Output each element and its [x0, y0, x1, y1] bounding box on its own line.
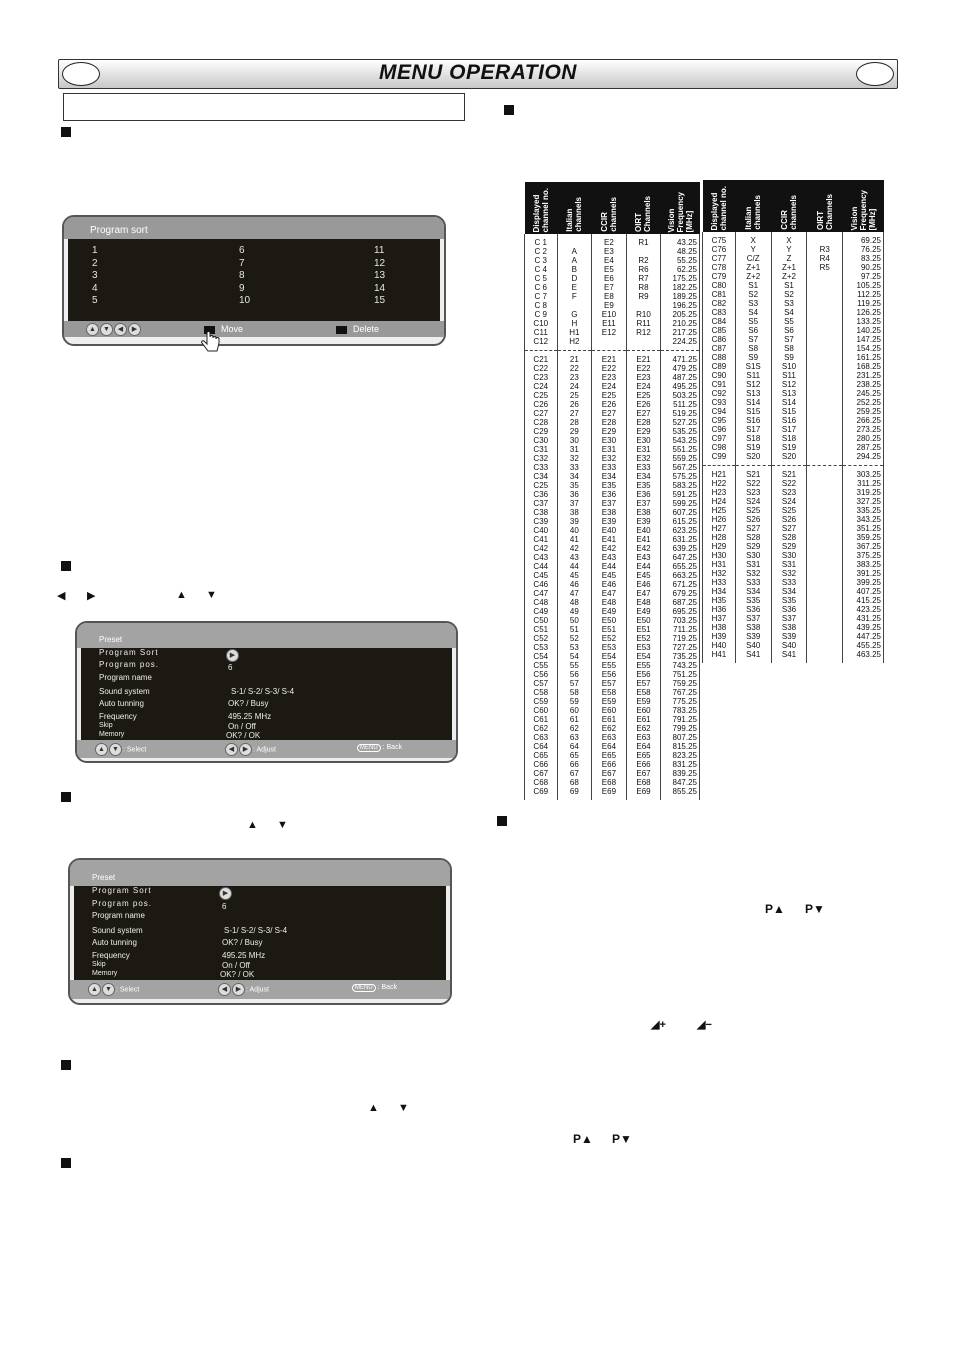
table-cell: E2 E3 E4 E5 E6 E7 E8 E9 E10 E11 E12: [592, 234, 627, 351]
column-header: OIRT Channels: [634, 195, 653, 232]
down-arrow-icon: ▼: [277, 819, 288, 831]
right-arrow-icon: ▶: [87, 590, 96, 602]
preset-label: Auto tunning: [99, 699, 144, 708]
column-header: Displayed channel no.: [531, 187, 550, 232]
column-header: CCIR channels: [599, 197, 618, 232]
delete-hint: Delete: [336, 324, 379, 334]
table-cell: X Y C/Z Z+1 Z+2 S1 S2 S3 S4 S5 S6 S7 S8 S9 S1S S11 S12 S13 S14 S15 S16 S17 S18 S19 S20: [735, 232, 771, 466]
preset-label: Skip: [99, 722, 113, 729]
menu-key-icon: MENU: [352, 984, 376, 992]
preset-value: On / Off: [222, 961, 250, 970]
table-cell: 303.25 311.25 319.25 327.25 335.25 343.25 351.25 359.25 367.25 375.25 383.25 391.25 399.25 407.25 415.25 423.25 431.25 439.25 447.25 455.25 463.25: [843, 466, 884, 664]
table-cell: C21 C22 C23 C24 C25 C26 C27 C28 C29 C30 C31 C32 C33 C34 C25 C36 C37 C38 C39 C40 C41 C42 C43 C44 C45 C46 C47 C48 C49 C50 C51 C52 C53 C54 C55 C56 C57 C58 C59 C60 C61 C62 C63 C64 C65 C66 C67 C68 C69: [525, 351, 558, 801]
preset-label: Frequency: [92, 951, 130, 960]
preset-value: OK? / Busy: [228, 699, 269, 708]
move-hint: Move: [204, 324, 243, 334]
back-hint: MENU : Back: [352, 984, 397, 991]
table-cell: R1 R2 R6 R7 R8 R9 R10 R11 R12: [626, 234, 661, 351]
preset-value: OK? / OK: [220, 970, 255, 979]
up-arrow-icon: ▲: [247, 819, 258, 831]
table-cell: E21 E22 E23 E24 E25 E26 E27 E28 E29 E30 E31 E32 E33 E34 E35 E36 E37 E38 E39 E40 E41 E42 E43 E44 E45 E46 E47 E48 E49 E50 E51 E52 E53 E54 E55 E56 E57 E58 E59 E60 E61 E62 E63 E64 E65 E66 E67 E68 E69: [592, 351, 627, 801]
column-header: Displayed channel no.: [709, 185, 728, 230]
preset-value: OK? / OK: [226, 731, 261, 740]
table-cell: C 1 C 2 C 3 C 4 C 5 C 6 C 7 C 8 C 9 C10 C11 C12: [525, 234, 558, 351]
preset-label: Program pos.: [99, 660, 160, 669]
column-header: CCIR channels: [779, 195, 798, 230]
p-up-key: P▲: [573, 1132, 593, 1146]
table-cell: E21 E22 E23 E24 E25 E26 E27 E28 E29 E30 E31 E32 E33 E34 E35 E36 E37 E38 E39 E40 E41 E42 E43 E44 E45 E46 E47 E48 E49 E50 E51 E52 E53 E54 E55 E56 E57 E58 E59 E60 E61 E62 E63 E64 E65 E66 E67 E68 E69: [626, 351, 661, 801]
preset-label: Program Sort: [99, 648, 159, 657]
header-right-oval: [856, 62, 894, 86]
preset-value: 6: [222, 902, 227, 911]
up-arrow-icon: ▲: [368, 1102, 379, 1114]
program-sort-title: Program sort: [90, 225, 148, 236]
p-down-key: P▼: [612, 1132, 632, 1146]
channel-table-right: [702, 180, 884, 663]
bullet-square: [61, 561, 71, 571]
preset-value: 6: [228, 663, 233, 672]
column-header: Vision Frequency [MHz]: [666, 191, 694, 232]
preset-label: Program pos.: [92, 899, 153, 908]
table-cell: 21 22 23 24 25 26 27 28 29 30 31 32 33 34 35 36 37 38 39 40 41 42 43 44 45 46 47 48 49 50 51 52 53 54 55 56 57 58 59 60 61 62 63 64 65 66 67 68 69: [557, 351, 592, 801]
preset-label: Sound system: [92, 926, 143, 935]
preset-label: Memory: [92, 970, 118, 977]
section-heading-box: [63, 93, 465, 121]
table-cell: A A B D E F G H H1 H2: [557, 234, 592, 351]
volume-down-icon: ◢−: [697, 1019, 712, 1031]
down-arrow-icon: ▼: [398, 1102, 409, 1114]
preset-label: Program name: [92, 911, 145, 920]
menu-key-icon: MENU: [357, 744, 381, 752]
play-icon: ▶: [219, 887, 232, 900]
sort-column-1: 1 2 3 4 5: [92, 245, 98, 306]
back-hint: MENU : Back: [357, 744, 402, 751]
preset-label: Sound system: [99, 687, 150, 696]
volume-up-icon: ◢+: [651, 1019, 666, 1031]
preset-value: 495.25 MHz: [222, 951, 266, 960]
bullet-square: [504, 105, 514, 115]
preset-value: OK? / Busy: [222, 938, 263, 947]
column-header: Italian channels: [565, 197, 584, 232]
p-up-key: P▲: [765, 902, 785, 916]
bullet-square: [61, 1158, 71, 1168]
table-cell: 471.25 479.25 487.25 495.25 503.25 511.25 519.25 527.25 535.25 543.25 551.25 559.25 567.25 575.25 583.25 591.25 599.25 607.25 615.25 623.25 631.25 639.25 647.25 655.25 663.25 671.25 679.25 687.25 695.25 703.25 711.25 719.25 727.25 735.25 743.25 751.25 759.25 767.25 775.25 783.25 791.25 799.25 807.25 815.25 823.25 831.25 839.25 847.25 855.25: [661, 351, 700, 801]
preset-label: Skip: [92, 961, 106, 968]
table-cell: S21 S22 S23 S24 S25 S26 S27 S28 S29 S30 S31 S32 S33 S34 S35 S36 S37 S38 S39 S40 S41: [735, 466, 771, 664]
p-down-key: P▼: [805, 902, 825, 916]
preset-screen-1: [75, 621, 458, 763]
channel-table-left: [524, 182, 700, 800]
preset-title: Preset: [99, 635, 123, 644]
column-header: OIRT Channels: [815, 193, 834, 230]
bullet-square: [61, 792, 71, 802]
page-header: [58, 59, 898, 89]
preset-label: Memory: [99, 731, 125, 738]
select-hint: ▲ ▼ : Select: [95, 743, 146, 756]
select-hint: ▲ ▼ : Select: [88, 983, 139, 996]
preset-label: Frequency: [99, 712, 137, 721]
preset-title: Preset: [92, 873, 116, 882]
preset-value: On / Off: [228, 722, 256, 731]
column-header: Vision Frequency [MHz]: [849, 189, 877, 230]
left-arrow-icon: ◀: [57, 590, 66, 602]
hand-pointer-icon: [200, 331, 222, 355]
table-cell: 43.25 48.25 55.25 62.25 175.25 182.25 189.25 196.25 205.25 210.25 217.25 224.25: [661, 234, 700, 351]
table-cell: R3 R4 R5: [807, 232, 843, 466]
bullet-square: [61, 127, 71, 137]
sort-column-2: 6 7 8 9 10: [239, 245, 251, 306]
preset-value: 495.25 MHz: [228, 712, 272, 721]
table-cell: C75 C76 C77 C78 C79 C80 C81 C82 C83 C84 C85 C86 C87 C88 C89 C90 C91 C92 C93 C94 C95 C96 C97 C98 C99: [703, 232, 736, 466]
preset-label: Program name: [99, 673, 152, 682]
table-cell: 69.25 76.25 83.25 90.25 97.25 105.25 112.25 119.25 126.25 133.25 140.25 147.25 154.25 161.25 168.25 231.25 238.25 245.25 252.25 259.25 266.25 273.25 280.25 287.25 294.25: [843, 232, 884, 466]
delete-key-icon: [336, 326, 347, 334]
up-arrow-icon: ▲: [176, 589, 187, 601]
bullet-square: [61, 1060, 71, 1070]
adjust-hint: ◀ ▶ : Adjust: [218, 983, 269, 996]
sort-column-3: 11 12 13 14 15: [374, 245, 386, 306]
table-cell: X Y Z Z+1 Z+2 S1 S2 S3 S4 S5 S6 S7 S8 S9 S10 S11 S12 S13 S14 S15 S16 S17 S18 S19 S20: [771, 232, 807, 466]
play-icon: ▶: [226, 649, 239, 662]
nav-arrows-icon: ▲ ▼ ◀ ▶: [86, 323, 142, 336]
table-cell: [807, 466, 843, 664]
down-arrow-icon: ▼: [206, 589, 217, 601]
page-title: MENU OPERATION: [379, 61, 577, 84]
program-sort-screen: [62, 215, 446, 346]
table-cell: H21 H22 H23 H24 H25 H26 H27 H28 H29 H30 H31 H32 H33 H34 H35 H36 H37 H38 H39 H40 H41: [703, 466, 736, 664]
preset-value: S-1/ S-2/ S-3/ S-4: [224, 926, 288, 935]
bullet-square: [497, 816, 507, 826]
preset-value: S-1/ S-2/ S-3/ S-4: [231, 687, 295, 696]
table-cell: S21 S22 S23 S24 S25 S26 S27 S28 S29 S30 S31 S32 S33 S34 S35 S36 S37 S38 S39 S40 S41: [771, 466, 807, 664]
preset-label: Program Sort: [92, 886, 152, 895]
preset-screen-2: [68, 858, 452, 1005]
column-header: Italian channels: [744, 195, 763, 230]
preset-label: Auto tunning: [92, 938, 137, 947]
adjust-hint: ◀ ▶ : Adjust: [225, 743, 276, 756]
